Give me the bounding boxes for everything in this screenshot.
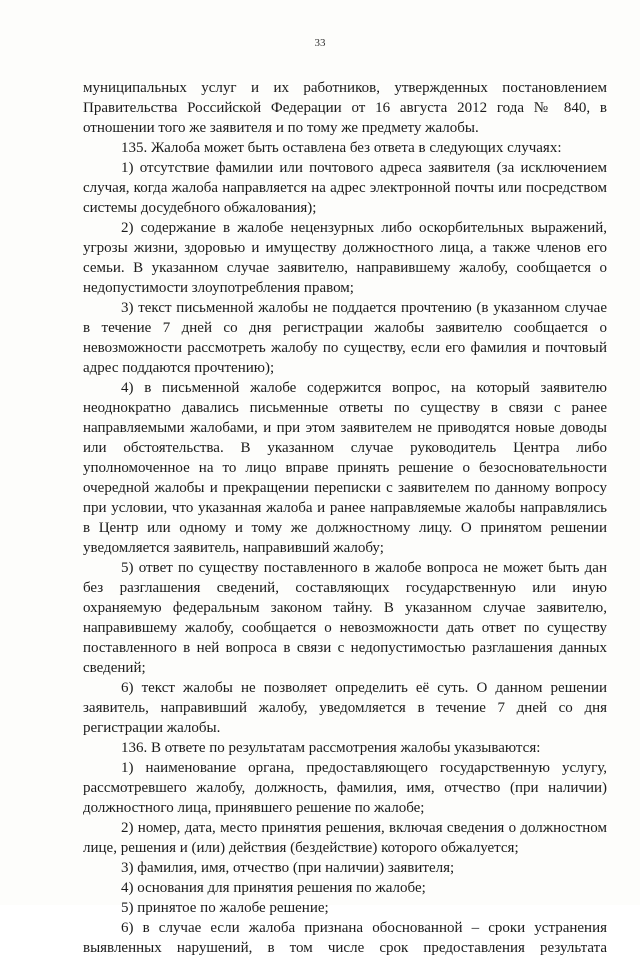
document-body: [83, 78, 607, 958]
paragraph-136-1: 1) наименование органа, предоставляющего государственную услугу, рассмотревшего жалобу, должность, фамилия, имя, отчество (при наличии) должностного лица, принявшего решение по жалобе;: [83, 760, 607, 816]
paragraph-136-4: 4) основания для принятия решения по жалобе;: [121, 880, 426, 896]
paragraph-135-4: 4) в письменной жалобе содержится вопрос, на который заявителю неоднократно давались письменные ответы по существу в связи с ранее направляемыми жалобами, и при этом заявителем не приводятся новые доводы или обстоятельства. В указанном случае руководитель Центра либо уполномоченное на то лицо вправе принять решение о безосновательности очередной жалобы и прекращении переписки с заявителем по данному вопросу при условии, что указанная жалоба и ранее направляемые жалобы направлялись в Центр или одному и тому же должностному лицу. О принятом решении уведомляется заявитель, направивший жалобу;: [83, 380, 607, 556]
paragraph-136-6: 6) в случае если жалоба признана обоснованной – сроки устранения выявленных нарушений, в том числе срок предоставления результата: [83, 920, 607, 956]
paragraph-135-6: 6) текст жалобы не позволяет определить её суть. О данном решении заявитель, направивший жалобу, уведомляется в течение 7 дней со дня регистрации жалобы.: [83, 680, 607, 736]
paragraph-136-2: 2) номер, дата, место принятия решения, включая сведения о должностном лице, решения и (или) действия (бездействие) которого обжалуется;: [83, 820, 607, 856]
paragraph-135-1: 1) отсутствие фамилии или почтового адреса заявителя (за исключением случая, когда жалоба направляется на адрес электронной почты или посредством системы досудебного обжалования);: [83, 160, 607, 216]
paragraph-135-2: 2) содержание в жалобе нецензурных либо оскорбительных выражений, угрозы жизни, здоровью и имуществу должностного лица, а также членов его семьи. В указанном случае заявителю, направившему жалобу, сообщается о недопустимости злоупотребления правом;: [83, 220, 607, 296]
paragraph-136-5: 5) принятое по жалобе решение;: [121, 900, 329, 916]
paragraph-135-5: 5) ответ по существу поставленного в жалобе вопроса не может быть дан без разглашения сведений, составляющих государственную или иную охраняемую федеральным законом тайну. В указанном случае заявителю, направившему жалобу, сообщается о невозможности дать ответ по существу поставленного в ней вопроса в связи с недопустимостью разглашения данных сведений;: [83, 560, 607, 676]
paragraph-135-3: 3) текст письменной жалобы не поддается прочтению (в указанном случае в течение 7 дней со дня регистрации жалобы заявителю сообщается о невозможности рассмотреть жалобу по существу, если его фамилия и почтовый адрес поддаются прочтению);: [83, 300, 607, 376]
paragraph-136-3: 3) фамилия, имя, отчество (при наличии) заявителя;: [121, 860, 455, 876]
paragraph-item-135: 135. Жалоба может быть оставлена без ответа в следующих случаях:: [121, 140, 562, 156]
paragraph-continuation: муниципальных услуг и их работников, утвержденных постановлением Правительства Российской Федерации от 16 августа 2012 года № 840, в отношении того же заявителя и по тому же предмету жалобы.: [83, 80, 607, 136]
page-number: 33: [314, 37, 326, 49]
paragraph-item-136: 136. В ответе по результатам рассмотрения жалобы указываются:: [121, 740, 541, 756]
